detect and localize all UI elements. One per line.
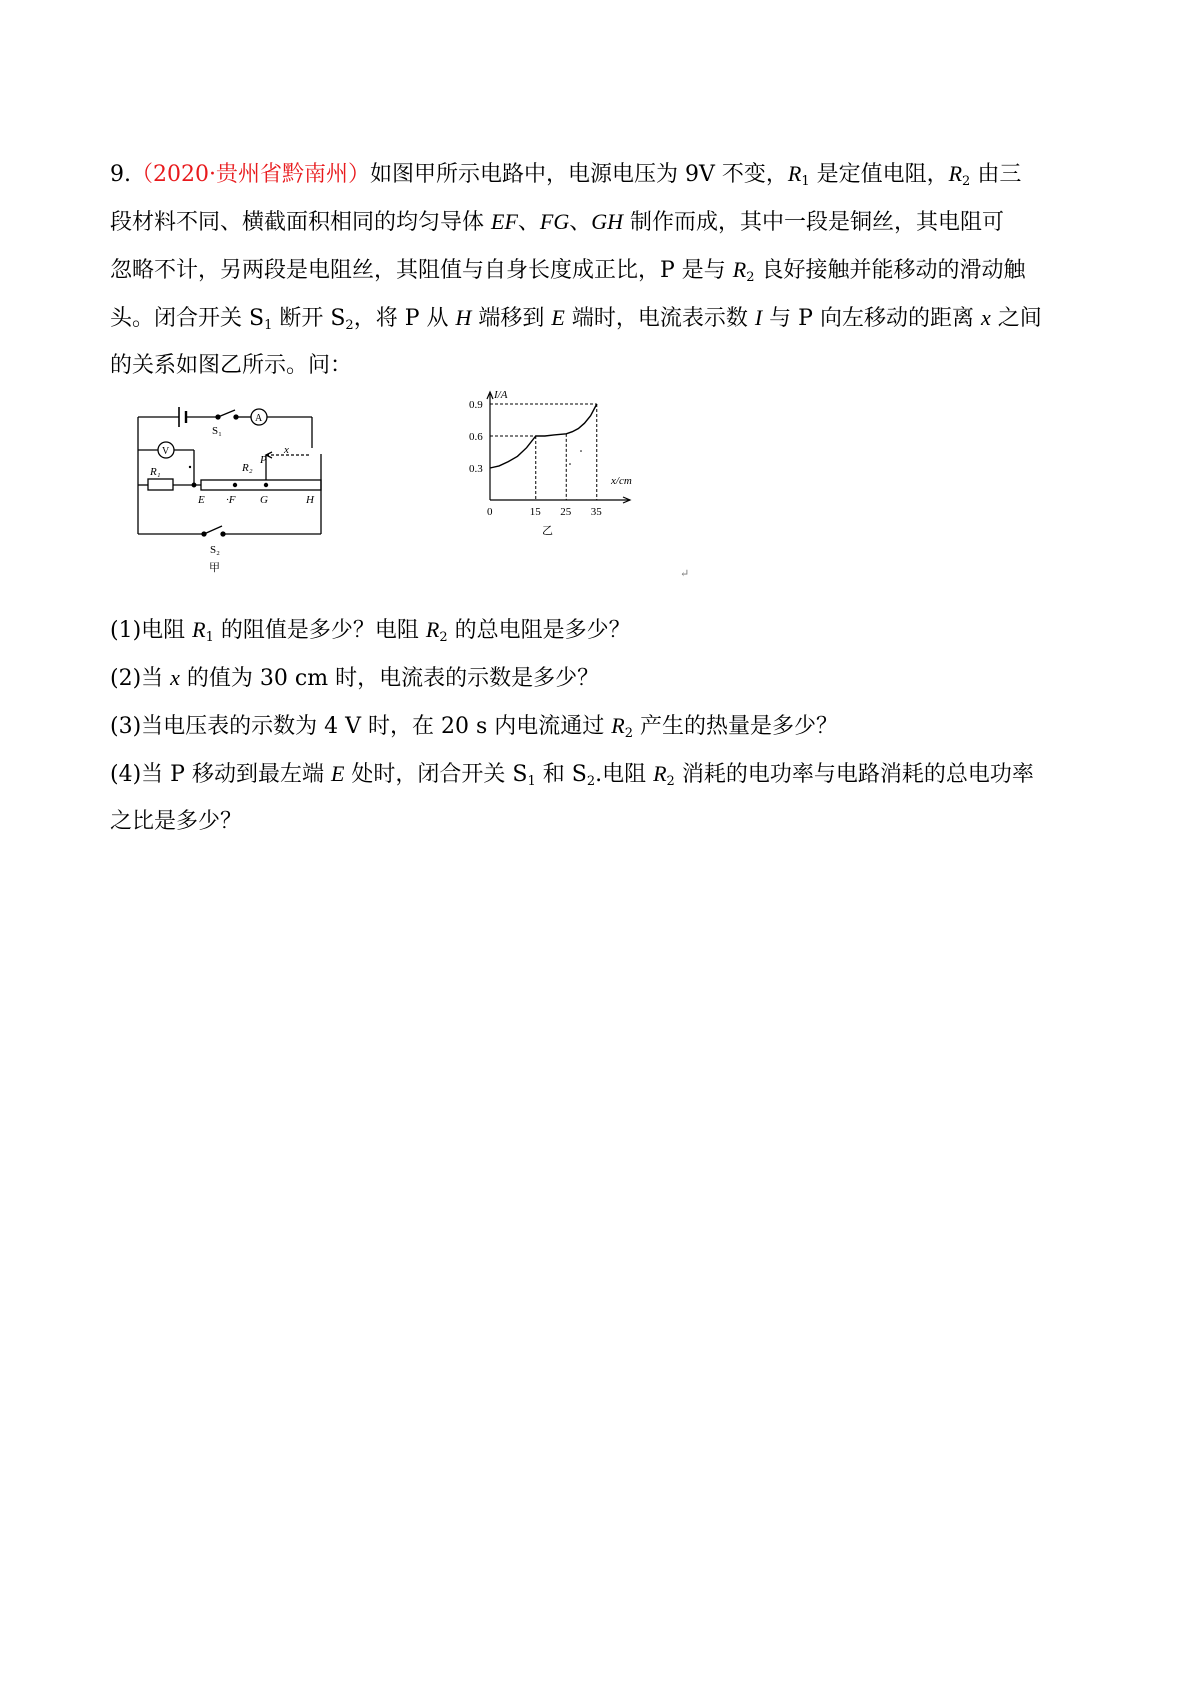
text-span: (3)当电压表的示数为 4 V 时，在 20 s 内电流通过 — [110, 714, 612, 739]
question-4 — [110, 750, 1100, 798]
text-span: 良好接触并能移动的滑动触 — [754, 258, 1026, 283]
caption-jia: 甲 — [209, 562, 220, 574]
symbol-ef: EF — [491, 209, 518, 234]
label-a: A — [255, 413, 263, 424]
text-span: 端移到 — [471, 306, 552, 331]
guide-lines — [490, 404, 597, 500]
subscript: 2 — [962, 174, 971, 189]
problem-line-5 — [110, 342, 1100, 390]
text-span: ，将 P 从 — [353, 306, 456, 331]
junction — [192, 483, 196, 487]
subscript: 2 — [345, 318, 354, 333]
problem-text — [110, 150, 1100, 390]
return-mark: ↵ — [680, 567, 690, 580]
switch-s1-blade — [218, 410, 235, 417]
problem-line-2 — [110, 198, 1100, 246]
symbol-i: I — [754, 305, 763, 330]
y-tick-label: 0.6 — [469, 431, 483, 443]
question-4-cont — [110, 798, 1100, 846]
symbol-x: x — [170, 665, 180, 690]
symbol-r: R — [192, 617, 206, 642]
text-span: 段材料不同、横截面积相同的均匀导体 — [110, 210, 491, 235]
dot-mark — [580, 450, 582, 452]
text-span: 制作而成，其中一段是铜丝，其电阻可 — [623, 210, 1005, 235]
label-x: x — [284, 444, 289, 456]
question-3 — [110, 702, 1100, 750]
text-span: 之比是多少？ — [110, 809, 243, 834]
x-tick-label: 15 — [529, 506, 541, 518]
text-span: 头。闭合开关 S — [110, 306, 265, 331]
text-span: (2)当 — [110, 666, 171, 691]
x-axis-label: x/cm — [611, 475, 632, 487]
label-g: G — [260, 494, 268, 506]
text-span: 由三 — [970, 162, 1022, 187]
symbol-e: E — [551, 305, 565, 330]
problem-line-1 — [110, 150, 1100, 198]
problem-line-4 — [110, 294, 1100, 342]
circuit-diagram — [128, 393, 358, 578]
symbol-x: x — [980, 305, 991, 330]
text-span: 与 P 向左移动的距离 — [762, 306, 981, 331]
subscript: 1 — [527, 774, 536, 789]
subscript: 2 — [624, 726, 634, 741]
subscript: 1 — [205, 630, 214, 645]
text-span: 端时，电流表示数 — [564, 306, 755, 331]
text-span: 、 — [569, 210, 592, 235]
label-h: H — [306, 494, 314, 506]
y-tick-label: 0.3 — [469, 463, 483, 475]
label-e: E — [198, 494, 205, 506]
dot-mark — [189, 466, 191, 468]
symbol-r: R — [787, 161, 802, 186]
problem-line-3 — [110, 246, 1100, 294]
symbol-e: E — [330, 761, 345, 786]
label-f: ·F — [226, 494, 236, 506]
problem-source: （2020·贵州省黔南州） — [131, 162, 370, 187]
symbol-r: R — [732, 257, 747, 282]
text-span: 和 S — [535, 762, 587, 787]
text-span: 是定值电阻， — [809, 162, 949, 187]
y-tick-label: 0.9 — [469, 399, 483, 411]
label-v: V — [162, 446, 170, 457]
text-span: (4)当 P 移动到最左端 — [110, 762, 331, 787]
text-span: 忽略不计，另两段是电阻丝，其阻值与自身长度成正比，P 是与 — [110, 258, 733, 283]
caption-yi: 乙 — [542, 525, 553, 537]
node-g — [264, 483, 268, 487]
current-distance-graph — [469, 388, 658, 538]
subscript: 1 — [264, 318, 273, 333]
symbol-h: H — [455, 305, 472, 330]
text-span: 消耗的电功率与电路消耗的总电功率 — [674, 762, 1034, 787]
questions — [110, 606, 1100, 846]
symbol-r: R — [653, 761, 667, 786]
problem-number: 9. — [110, 162, 131, 187]
text-span: 的关系如图乙所示。问： — [110, 353, 353, 378]
text-span: 断开 S — [272, 306, 346, 331]
text-span: 的值为 30 cm 时，电流表的示数是多少？ — [179, 666, 600, 691]
subscript: 2 — [586, 774, 596, 789]
switch-s2-blade — [204, 526, 222, 534]
label-p: P — [260, 454, 267, 466]
symbol-gh: GH — [591, 209, 624, 234]
label-s1: S₁ — [212, 425, 222, 437]
subscript: 2 — [746, 270, 755, 285]
node-f — [233, 483, 237, 487]
question-2 — [110, 654, 1100, 702]
subscript: 2 — [439, 630, 448, 645]
text-span: 的阻值是多少？电阻 — [213, 618, 426, 643]
symbol-r: R — [611, 713, 625, 738]
symbol-r: R — [425, 617, 440, 642]
label-r1: R₁ — [150, 466, 161, 478]
text-span: (1)电阻 — [110, 618, 193, 643]
text-span: 的总电阻是多少？ — [447, 618, 631, 643]
subscript: 1 — [801, 174, 810, 189]
text-span: 如图甲所示电路中，电源电压为 9V 不变， — [369, 162, 788, 187]
text-span: 、 — [517, 210, 540, 235]
text-span: 处时，闭合开关 S — [344, 762, 528, 787]
text-span: 产生的热量是多少？ — [633, 714, 839, 739]
x-tick-label: 25 — [560, 506, 572, 518]
question-1 — [110, 606, 1100, 654]
symbol-fg: FG — [539, 209, 570, 234]
symbol-r: R — [948, 161, 963, 186]
label-r2: R₂ — [242, 462, 253, 474]
dot-mark — [569, 463, 571, 465]
label-s2: S₂ — [210, 544, 220, 556]
origin-label: 0 — [487, 506, 493, 518]
subscript: 2 — [666, 774, 675, 789]
resistor-r2 — [201, 480, 321, 490]
text-span: 之间 — [990, 306, 1042, 331]
x-tick-label: 35 — [590, 506, 602, 518]
resistor-r1 — [148, 479, 173, 490]
y-axis-label: I/A — [494, 389, 508, 401]
text-span: .电阻 — [595, 762, 654, 787]
